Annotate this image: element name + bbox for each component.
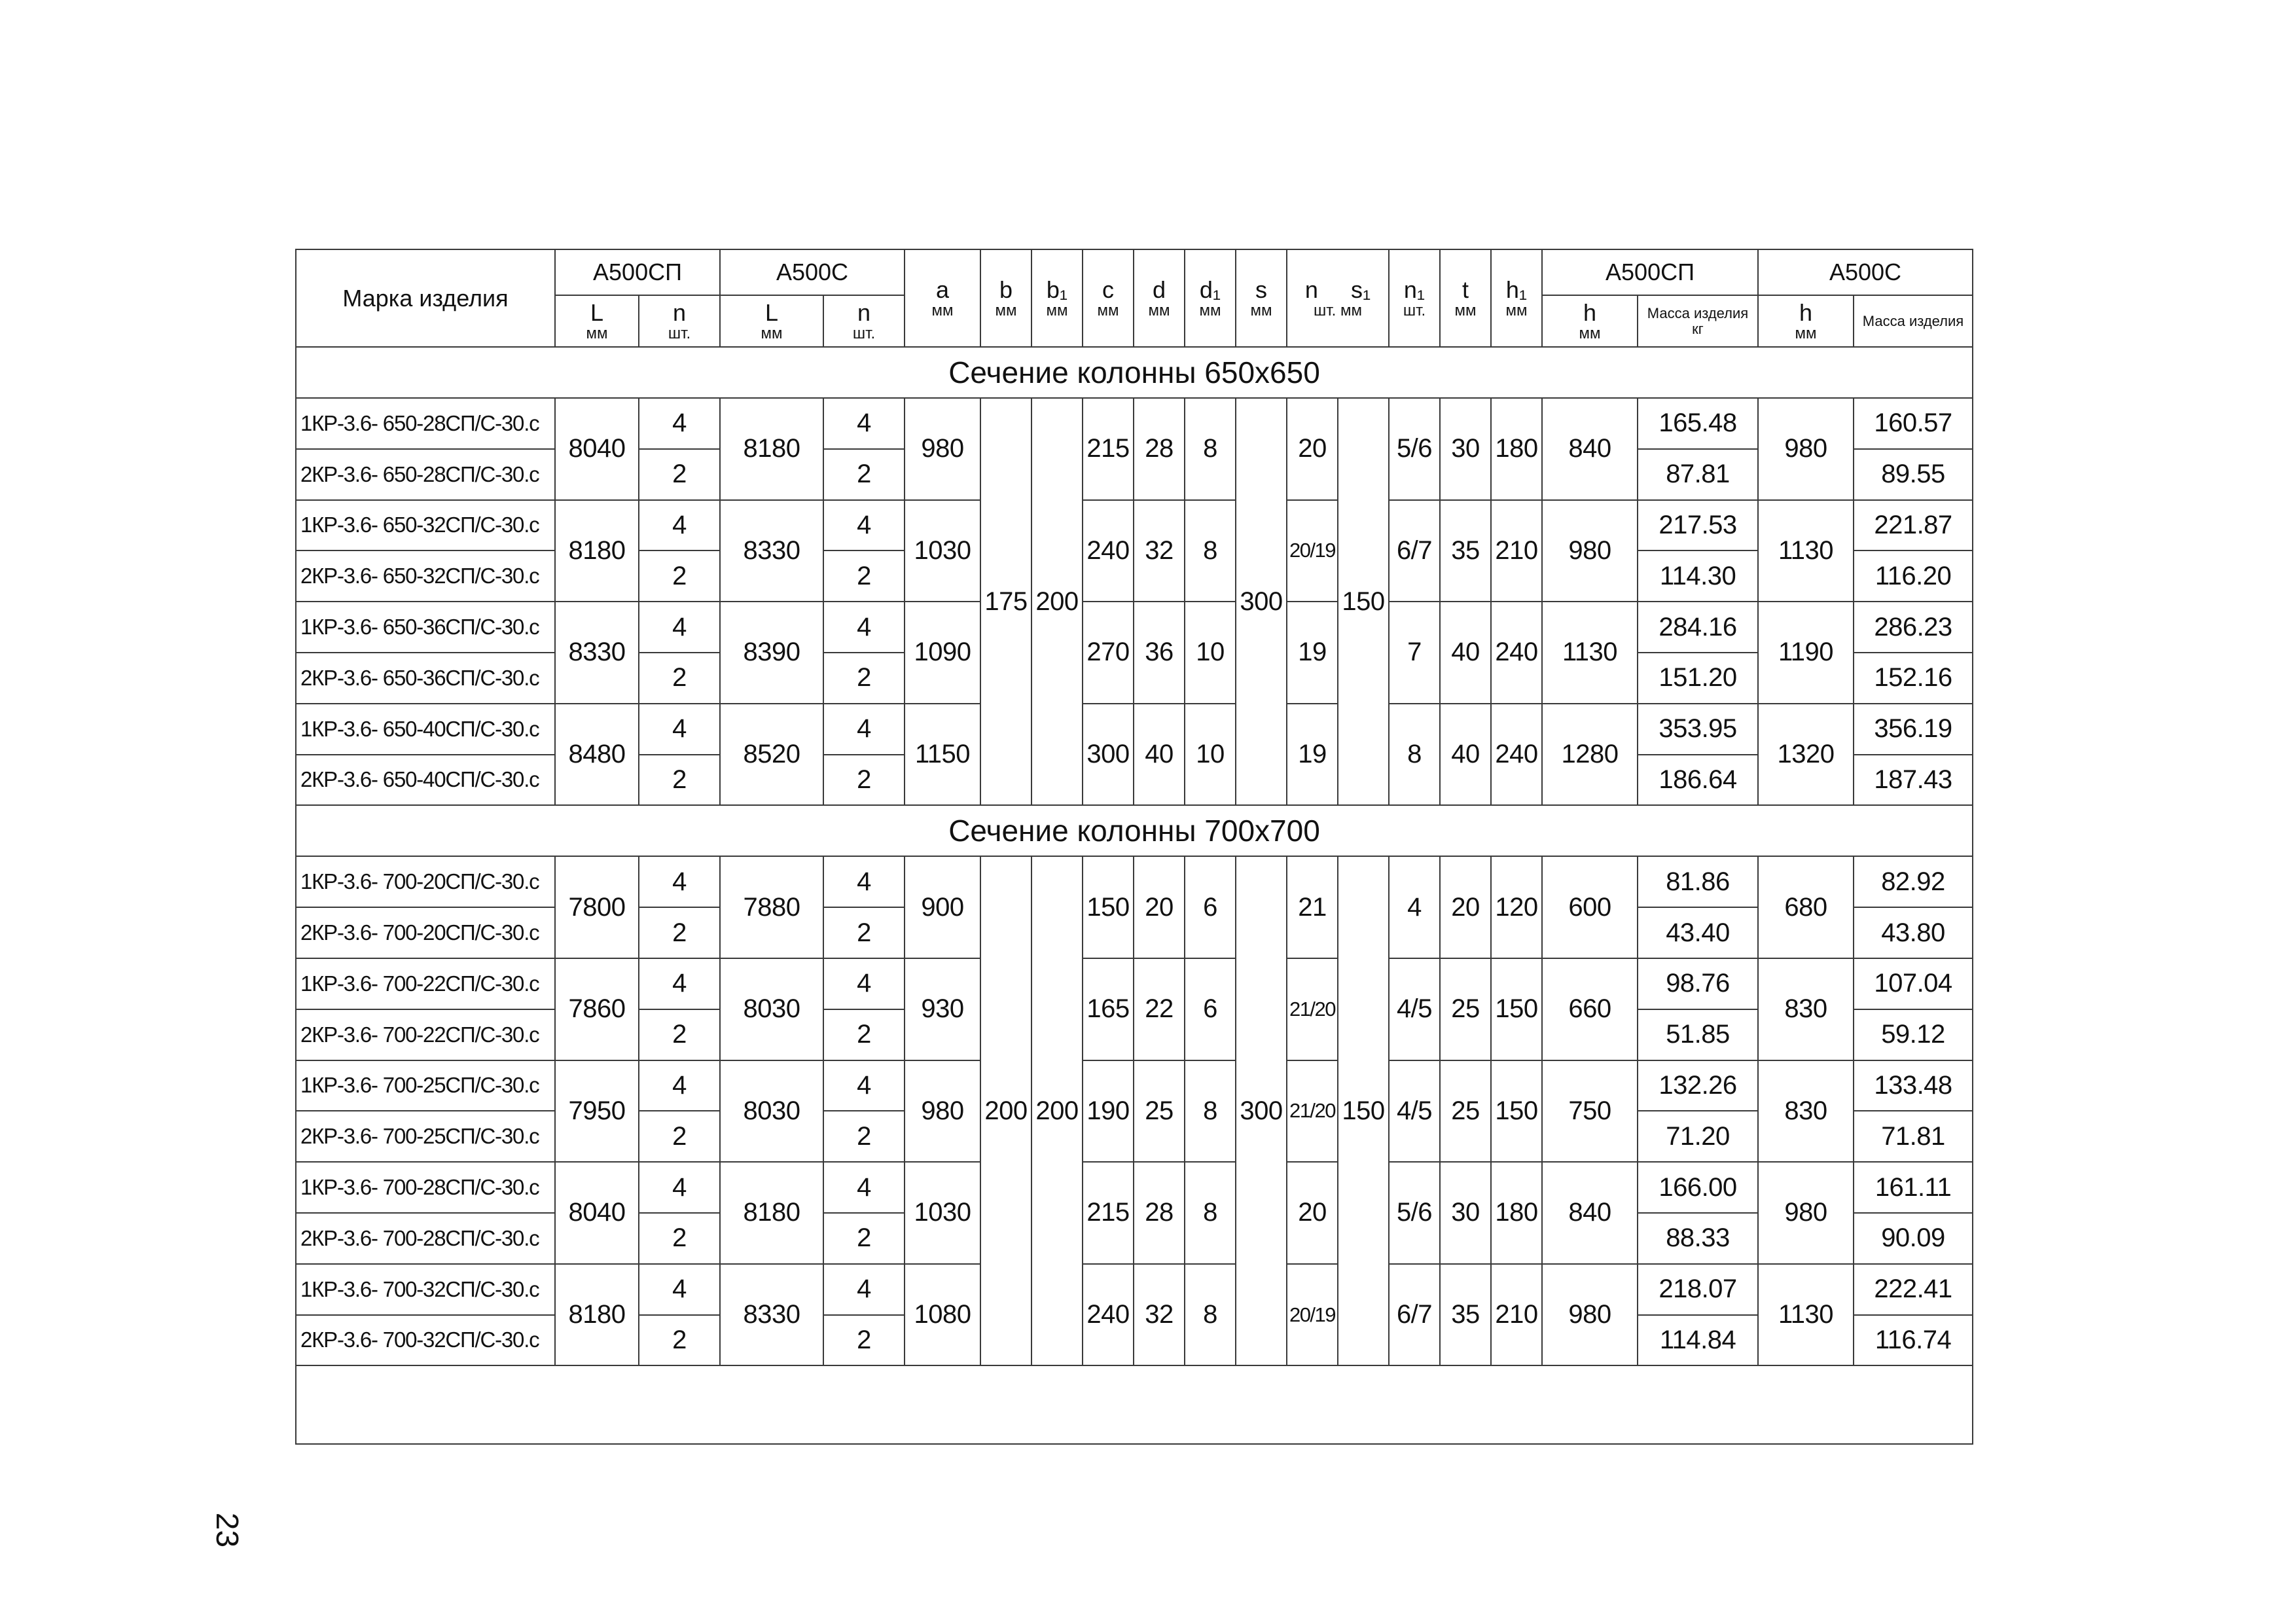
dim-d: 25 [1134, 1060, 1185, 1163]
dim-a: 980 [905, 1060, 980, 1163]
mass-a500sp: 87.81 [1638, 449, 1758, 500]
col-header-mass-s: Масса изделия [1854, 295, 1973, 347]
dim-t: 40 [1440, 602, 1491, 704]
length-a500sp: 8040 [555, 1162, 639, 1264]
dim-c: 215 [1083, 398, 1134, 500]
count-a500s: 2 [823, 1009, 905, 1060]
count-a500s: 4 [823, 856, 905, 907]
count-a500sp: 4 [639, 602, 720, 653]
col-header-h1: h₁ мм [1491, 249, 1542, 347]
mass-a500s: 187.43 [1854, 755, 1973, 806]
length-a500s: 8330 [720, 1264, 823, 1366]
count-a500sp: 4 [639, 1264, 720, 1315]
count-n: 20 [1287, 1162, 1338, 1264]
col-header-b1: b₁ мм [1031, 249, 1083, 347]
count-a500sp: 4 [639, 398, 720, 449]
mark-header: Марка изделия [296, 249, 555, 347]
product-mark: 2КР-3.6- 700-32СП/С-30.с [296, 1315, 555, 1366]
dim-d1: 8 [1185, 1162, 1236, 1264]
dim-t: 30 [1440, 398, 1491, 500]
dim-d: 22 [1134, 958, 1185, 1060]
dim-c: 300 [1083, 704, 1134, 806]
mass-a500s: 71.81 [1854, 1111, 1973, 1162]
table-row [296, 602, 1973, 653]
section-title: Сечение колонны 650х650 [296, 347, 1973, 398]
product-mark: 1КР-3.6- 700-22СП/С-30.с [296, 958, 555, 1009]
mass-a500sp: 114.30 [1638, 550, 1758, 602]
count-n: 21/20 [1287, 958, 1338, 1060]
dim-t: 40 [1440, 704, 1491, 806]
dim-h1: 240 [1491, 602, 1542, 704]
count-n: 20/19 [1287, 1264, 1338, 1366]
section-title-row [296, 805, 1973, 856]
table-row [296, 398, 1973, 449]
group-header-a500s: А500С [720, 249, 905, 295]
count-n: 20 [1287, 398, 1338, 500]
mass-a500s: 286.23 [1854, 602, 1973, 653]
mass-a500sp: 166.00 [1638, 1162, 1758, 1213]
mass-a500sp: 81.86 [1638, 856, 1758, 907]
mass-a500sp: 43.40 [1638, 907, 1758, 958]
dim-b1: 200 [1031, 398, 1083, 805]
mass-a500s: 160.57 [1854, 398, 1973, 449]
length-a500s: 8180 [720, 1162, 823, 1264]
dim-t: 30 [1440, 1162, 1491, 1264]
product-mark: 1КР-3.6- 700-20СП/С-30.с [296, 856, 555, 907]
count-a500sp: 2 [639, 1111, 720, 1162]
height-a500s: 1130 [1758, 500, 1854, 602]
mass-a500s: 107.04 [1854, 958, 1973, 1009]
product-mark: 2КР-3.6- 650-32СП/С-30.с [296, 550, 555, 602]
mass-a500sp: 186.64 [1638, 755, 1758, 806]
mass-a500s: 222.41 [1854, 1264, 1973, 1315]
mass-a500sp: 218.07 [1638, 1264, 1758, 1315]
count-n1: 8 [1389, 704, 1440, 806]
count-n: 19 [1287, 602, 1338, 704]
mass-a500sp: 151.20 [1638, 653, 1758, 704]
count-a500sp: 4 [639, 856, 720, 907]
dim-h1: 210 [1491, 500, 1542, 602]
count-a500s: 2 [823, 1315, 905, 1366]
dim-c: 150 [1083, 856, 1134, 958]
product-mark: 1КР-3.6- 650-32СП/С-30.с [296, 500, 555, 551]
dim-d1: 10 [1185, 704, 1236, 806]
height-a500s: 1320 [1758, 704, 1854, 806]
count-a500s: 4 [823, 398, 905, 449]
height-a500s: 680 [1758, 856, 1854, 958]
col-header-n-s1: n s₁ шт. мм [1287, 249, 1389, 347]
dim-a: 1150 [905, 704, 980, 806]
empty-footer-cell [296, 1365, 1973, 1444]
dim-a: 900 [905, 856, 980, 958]
height-a500sp: 600 [1542, 856, 1638, 958]
count-a500s: 2 [823, 550, 905, 602]
height-a500s: 1130 [1758, 1264, 1854, 1366]
dim-d1: 8 [1185, 1264, 1236, 1366]
count-n1: 5/6 [1389, 1162, 1440, 1264]
dim-b: 175 [980, 398, 1031, 805]
length-a500s: 8520 [720, 704, 823, 806]
count-a500s: 2 [823, 653, 905, 704]
dim-d: 20 [1134, 856, 1185, 958]
group-header-a500sp-right: А500СП [1542, 249, 1758, 295]
height-a500sp: 980 [1542, 500, 1638, 602]
col-header-h-sp: h мм [1542, 295, 1638, 347]
length-a500sp: 8180 [555, 1264, 639, 1366]
count-a500s: 2 [823, 755, 905, 806]
count-a500sp: 4 [639, 704, 720, 755]
count-n1: 4/5 [1389, 1060, 1440, 1163]
product-mark: 1КР-3.6- 650-28СП/С-30.с [296, 398, 555, 449]
dim-s1: 150 [1338, 856, 1389, 1365]
count-a500s: 4 [823, 500, 905, 551]
dim-h1: 240 [1491, 704, 1542, 806]
dim-d: 28 [1134, 1162, 1185, 1264]
mass-a500s: 116.20 [1854, 550, 1973, 602]
count-a500sp: 2 [639, 449, 720, 500]
dim-t: 25 [1440, 958, 1491, 1060]
dim-d1: 10 [1185, 602, 1236, 704]
dim-c: 240 [1083, 500, 1134, 602]
product-mark: 2КР-3.6- 700-20СП/С-30.с [296, 907, 555, 958]
table-row [296, 1264, 1973, 1315]
count-a500sp: 4 [639, 1060, 720, 1111]
dim-d: 32 [1134, 500, 1185, 602]
mass-a500sp: 165.48 [1638, 398, 1758, 449]
col-header-c: c мм [1083, 249, 1134, 347]
dim-a: 1090 [905, 602, 980, 704]
table-row [296, 704, 1973, 755]
col-header-L-s: L мм [720, 295, 823, 347]
page-number: 23 [209, 1512, 245, 1548]
count-a500s: 2 [823, 1111, 905, 1162]
dim-b1: 200 [1031, 856, 1083, 1365]
count-n1: 5/6 [1389, 398, 1440, 500]
dim-a: 980 [905, 398, 980, 500]
count-a500sp: 4 [639, 500, 720, 551]
height-a500sp: 660 [1542, 958, 1638, 1060]
count-a500s: 4 [823, 1162, 905, 1213]
height-a500sp: 1130 [1542, 602, 1638, 704]
length-a500s: 8330 [720, 500, 823, 602]
dim-c: 270 [1083, 602, 1134, 704]
length-a500sp: 8480 [555, 704, 639, 806]
height-a500s: 830 [1758, 958, 1854, 1060]
count-n1: 4 [1389, 856, 1440, 958]
count-a500sp: 2 [639, 1009, 720, 1060]
dim-c: 165 [1083, 958, 1134, 1060]
height-a500s: 980 [1758, 398, 1854, 500]
dim-h1: 180 [1491, 1162, 1542, 1264]
height-a500sp: 840 [1542, 398, 1638, 500]
count-a500sp: 2 [639, 907, 720, 958]
dim-h1: 150 [1491, 1060, 1542, 1163]
dim-d: 28 [1134, 398, 1185, 500]
length-a500s: 8030 [720, 1060, 823, 1163]
height-a500s: 1190 [1758, 602, 1854, 704]
dim-d1: 8 [1185, 1060, 1236, 1163]
empty-footer-row [296, 1365, 1973, 1444]
section-title: Сечение колонны 700х700 [296, 805, 1973, 856]
count-n: 21/20 [1287, 1060, 1338, 1163]
dim-d: 40 [1134, 704, 1185, 806]
length-a500sp: 7860 [555, 958, 639, 1060]
mass-a500s: 89.55 [1854, 449, 1973, 500]
mass-a500sp: 284.16 [1638, 602, 1758, 653]
product-mark: 2КР-3.6- 650-28СП/С-30.с [296, 449, 555, 500]
height-a500sp: 980 [1542, 1264, 1638, 1366]
col-header-d1: d₁ мм [1185, 249, 1236, 347]
length-a500s: 8180 [720, 398, 823, 500]
dim-d1: 8 [1185, 500, 1236, 602]
count-a500s: 2 [823, 1213, 905, 1264]
dim-d: 32 [1134, 1264, 1185, 1366]
length-a500sp: 7800 [555, 856, 639, 958]
dim-a: 1030 [905, 500, 980, 602]
group-header-a500s-right: А500С [1758, 249, 1973, 295]
table-row [296, 856, 1973, 907]
count-a500sp: 2 [639, 653, 720, 704]
count-n: 20/19 [1287, 500, 1338, 602]
count-a500s: 4 [823, 1264, 905, 1315]
count-n1: 7 [1389, 602, 1440, 704]
mass-a500s: 356.19 [1854, 704, 1973, 755]
height-a500s: 830 [1758, 1060, 1854, 1163]
col-header-n-s: n шт. [823, 295, 905, 347]
mass-a500s: 133.48 [1854, 1060, 1973, 1111]
table-row [296, 1162, 1973, 1213]
length-a500sp: 8330 [555, 602, 639, 704]
col-header-b: b мм [980, 249, 1031, 347]
count-a500sp: 2 [639, 1213, 720, 1264]
count-a500sp: 2 [639, 1315, 720, 1366]
length-a500sp: 8180 [555, 500, 639, 602]
mass-a500sp: 353.95 [1638, 704, 1758, 755]
dim-h1: 150 [1491, 958, 1542, 1060]
count-a500sp: 2 [639, 755, 720, 806]
count-n1: 6/7 [1389, 1264, 1440, 1366]
mass-a500s: 152.16 [1854, 653, 1973, 704]
product-mark: 1КР-3.6- 700-28СП/С-30.с [296, 1162, 555, 1213]
dim-s1: 150 [1338, 398, 1389, 805]
length-a500s: 8390 [720, 602, 823, 704]
dim-t: 35 [1440, 1264, 1491, 1366]
mass-a500s: 43.80 [1854, 907, 1973, 958]
count-n: 19 [1287, 704, 1338, 806]
col-header-n-sp: n шт. [639, 295, 720, 347]
mass-a500sp: 71.20 [1638, 1111, 1758, 1162]
dim-t: 20 [1440, 856, 1491, 958]
col-header-d: d мм [1134, 249, 1185, 347]
dim-c: 240 [1083, 1264, 1134, 1366]
group-header-a500sp: А500СП [555, 249, 720, 295]
dim-t: 35 [1440, 500, 1491, 602]
product-mark: 1КР-3.6- 700-32СП/С-30.с [296, 1264, 555, 1315]
height-a500sp: 1280 [1542, 704, 1638, 806]
count-a500sp: 4 [639, 1162, 720, 1213]
dim-d1: 6 [1185, 856, 1236, 958]
count-a500s: 2 [823, 449, 905, 500]
table-row [296, 500, 1973, 551]
specification-table [295, 249, 1973, 1445]
count-a500s: 2 [823, 907, 905, 958]
count-a500s: 4 [823, 602, 905, 653]
length-a500s: 8030 [720, 958, 823, 1060]
mass-a500sp: 88.33 [1638, 1213, 1758, 1264]
col-header-n1: n₁ шт. [1389, 249, 1440, 347]
dim-b: 200 [980, 856, 1031, 1365]
col-header-L-sp: L мм [555, 295, 639, 347]
product-mark: 2КР-3.6- 700-28СП/С-30.с [296, 1213, 555, 1264]
dim-a: 930 [905, 958, 980, 1060]
col-header-s: s мм [1236, 249, 1287, 347]
table-row [296, 958, 1973, 1009]
col-header-t: t мм [1440, 249, 1491, 347]
height-a500s: 980 [1758, 1162, 1854, 1264]
dim-d1: 8 [1185, 398, 1236, 500]
count-a500sp: 4 [639, 958, 720, 1009]
mass-a500sp: 132.26 [1638, 1060, 1758, 1111]
col-header-mass-sp: Масса изделия кг [1638, 295, 1758, 347]
count-n1: 4/5 [1389, 958, 1440, 1060]
mass-a500s: 82.92 [1854, 856, 1973, 907]
mass-a500s: 90.09 [1854, 1213, 1973, 1264]
height-a500sp: 840 [1542, 1162, 1638, 1264]
dim-t: 25 [1440, 1060, 1491, 1163]
mass-a500sp: 114.84 [1638, 1315, 1758, 1366]
dim-c: 190 [1083, 1060, 1134, 1163]
mass-a500sp: 98.76 [1638, 958, 1758, 1009]
count-n1: 6/7 [1389, 500, 1440, 602]
col-header-h-s: h мм [1758, 295, 1854, 347]
product-mark: 2КР-3.6- 700-25СП/С-30.с [296, 1111, 555, 1162]
dim-s: 300 [1236, 398, 1287, 805]
dim-d: 36 [1134, 602, 1185, 704]
product-mark: 1КР-3.6- 650-40СП/С-30.с [296, 704, 555, 755]
count-a500sp: 2 [639, 550, 720, 602]
mass-a500s: 116.74 [1854, 1315, 1973, 1366]
count-a500s: 4 [823, 958, 905, 1009]
header-row-1 [296, 249, 1973, 295]
dim-h1: 210 [1491, 1264, 1542, 1366]
col-header-a: a мм [905, 249, 980, 347]
mass-a500s: 161.11 [1854, 1162, 1973, 1213]
mass-a500sp: 51.85 [1638, 1009, 1758, 1060]
length-a500sp: 8040 [555, 398, 639, 500]
dim-h1: 120 [1491, 856, 1542, 958]
product-mark: 2КР-3.6- 650-40СП/С-30.с [296, 755, 555, 806]
length-a500s: 7880 [720, 856, 823, 958]
product-mark: 1КР-3.6- 650-36СП/С-30.с [296, 602, 555, 653]
product-mark: 2КР-3.6- 700-22СП/С-30.с [296, 1009, 555, 1060]
dim-d1: 6 [1185, 958, 1236, 1060]
count-n: 21 [1287, 856, 1338, 958]
dim-h1: 180 [1491, 398, 1542, 500]
dim-c: 215 [1083, 1162, 1134, 1264]
dim-a: 1030 [905, 1162, 980, 1264]
mass-a500sp: 217.53 [1638, 500, 1758, 551]
count-a500s: 4 [823, 1060, 905, 1111]
count-a500s: 4 [823, 704, 905, 755]
product-mark: 2КР-3.6- 650-36СП/С-30.с [296, 653, 555, 704]
height-a500sp: 750 [1542, 1060, 1638, 1163]
length-a500sp: 7950 [555, 1060, 639, 1163]
dim-s: 300 [1236, 856, 1287, 1365]
mass-a500s: 59.12 [1854, 1009, 1973, 1060]
product-mark: 1КР-3.6- 700-25СП/С-30.с [296, 1060, 555, 1111]
dim-a: 1080 [905, 1264, 980, 1366]
mass-a500s: 221.87 [1854, 500, 1973, 551]
table-row [296, 1060, 1973, 1111]
section-title-row [296, 347, 1973, 398]
specification-sheet [295, 249, 1973, 1445]
